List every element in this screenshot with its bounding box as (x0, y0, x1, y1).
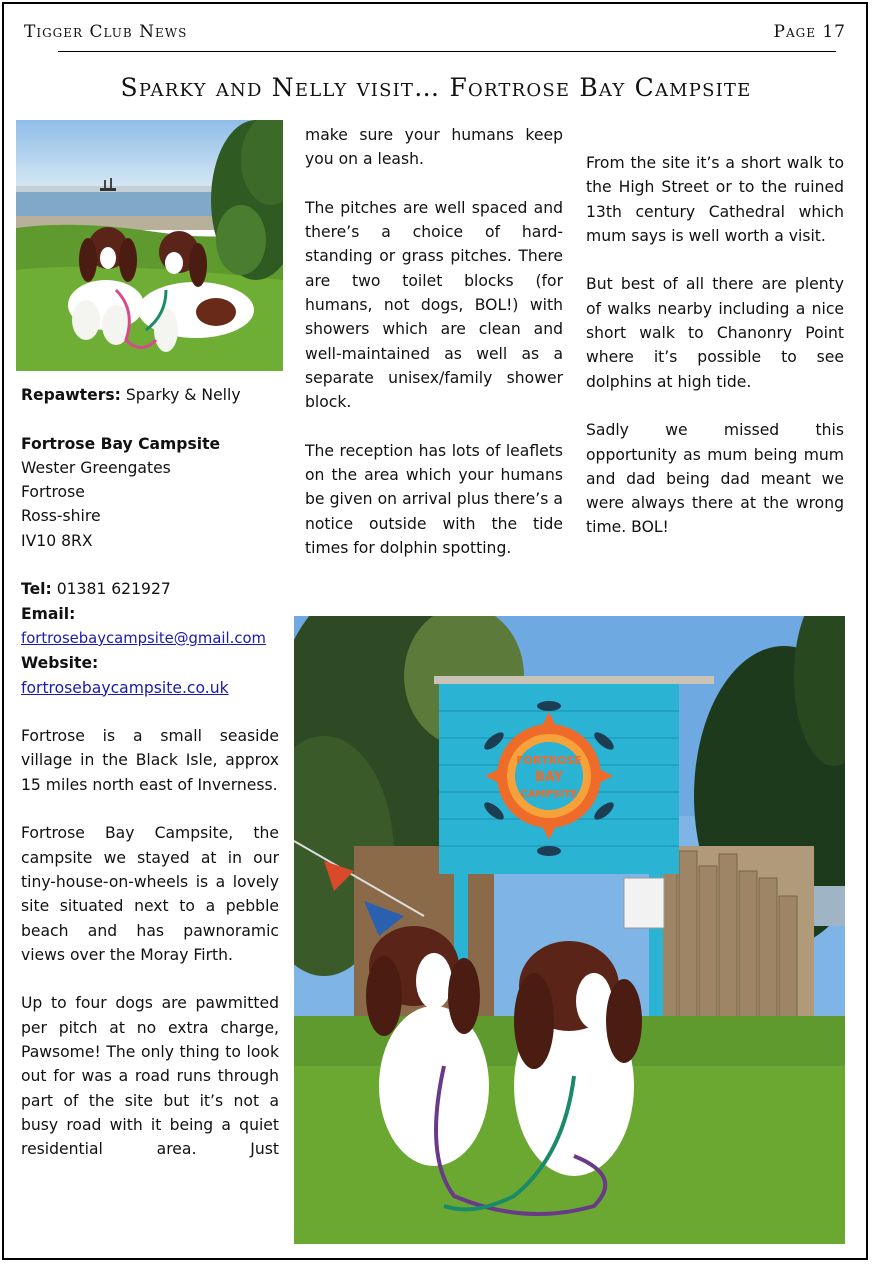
col2-paragraph-2: The pitches are well spaced and there’s a choice of hard-standing or grass pitches. There are two toilet blocks (for humans, not dogs, BOL!) with showers which are clean and well-maintained as well as a separate unisex/family shower block. (305, 198, 563, 412)
column-3 (586, 151, 844, 540)
tel-value: 01381 621927 (51, 580, 171, 599)
sign-text-line-2: BAY (534, 770, 564, 785)
col3-paragraph-3: Sadly we missed this opportunity as mum being mum and dad being dad meant we were always there at the wrong time. BOL! (586, 421, 844, 537)
campsite-name: Fortrose Bay Campsite (21, 434, 221, 453)
article-title: Sparky and Nelly visit… Fortrose Bay Campsite (120, 73, 752, 102)
newsletter-name: Tigger Club News (24, 22, 188, 42)
sign-text-line-1: FORTROSE (516, 754, 582, 767)
email-link[interactable]: fortrosebaycampsite@gmail.com (21, 629, 266, 647)
address-line-4: IV10 8RX (21, 531, 93, 550)
page-number: Page 17 (773, 22, 846, 42)
repawters-value: Sparky & Nelly (120, 386, 241, 404)
repawters-line (21, 383, 279, 407)
photo-dogs-by-sea (16, 120, 283, 371)
address-line-3: Ross-shire (21, 507, 101, 526)
column-1 (21, 383, 279, 1162)
sign-text-line-3: CAMPSITE (520, 789, 578, 800)
repawters-label: Repawters: (21, 386, 121, 404)
email-label: Email: (21, 604, 76, 623)
photo-dogs-at-sign (294, 616, 845, 1244)
column-2 (305, 123, 563, 560)
col3-paragraph-2: But best of all there are plenty of walks nearby including a nice short walk to Chanonry Point where it’s possible to see dolphins at high tide. (586, 275, 844, 391)
address-line-1: Wester Greengates (21, 458, 171, 477)
website-link[interactable]: fortrosebaycampsite.co.uk (21, 678, 229, 697)
col1-paragraph-3: Up to four dogs are pawmitted per pitch at no extra charge, Pawsome! The only thing to look out for was a road runs through part of the site but it’s not a busy road with it being a quiet residential area. Just (21, 994, 279, 1159)
address-line-2: Fortrose (21, 483, 85, 502)
website-label: Website: (21, 654, 99, 673)
col2-paragraph-3: The reception has lots of leaflets on the area which your humans be given on arrival plus there’s a notice outside with the tide times for dolphin spotting. (305, 441, 563, 558)
col2-paragraph-1: make sure your humans keep you on a leash. (305, 126, 563, 169)
col1-paragraph-2: Fortrose Bay Campsite, the campsite we stayed at in our tiny-house-on-wheels is a lovely site situated next to a pebble beach and has pawnoramic views over the Moray Firth. (21, 824, 279, 964)
col1-paragraph-1: Fortrose is a small seaside village in the Black Isle, approx 15 miles north east of Inverness. (21, 727, 279, 794)
col3-paragraph-1: From the site it’s a short walk to the High Street or to the ruined 13th century Cathedral which mum says is well worth a visit. (586, 154, 844, 245)
tel-label: Tel: (21, 580, 52, 599)
tel-line (21, 577, 279, 601)
header-rule (58, 51, 836, 52)
